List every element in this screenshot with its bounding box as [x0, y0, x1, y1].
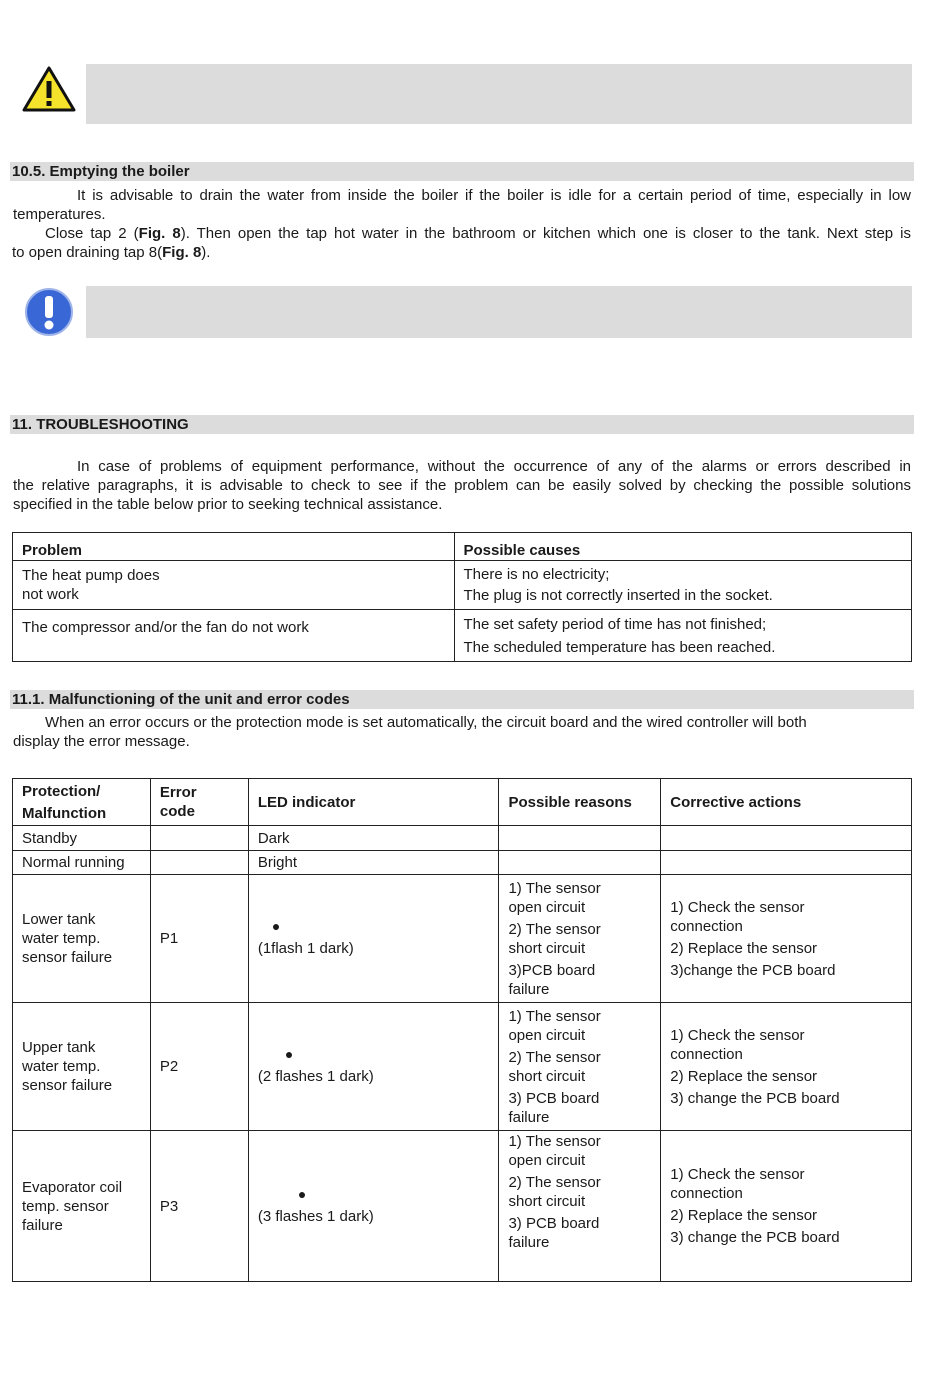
- reasons-cell: [499, 826, 661, 851]
- table-row: [13, 851, 912, 875]
- code-cell: [150, 826, 248, 851]
- table-row: [13, 1131, 912, 1282]
- table-header: Possible causes: [454, 533, 912, 561]
- troubleshooting-intro: [13, 457, 911, 514]
- paragraph-line: When an error occurs or the protection mode is set automatically, the circuit board and the wired controller will both: [45, 714, 807, 731]
- table-header: LED indicator: [248, 779, 499, 826]
- table-header: Corrective actions: [661, 779, 912, 826]
- info-note-box: [86, 286, 912, 338]
- troubleshooting-table: [12, 532, 912, 662]
- actions-cell: 1) Check the sensor connection 2) Replace the sensor 3)change the PCB board: [661, 875, 912, 1003]
- table-header: Possible reasons: [499, 779, 661, 826]
- led-cell: Bright: [248, 851, 499, 875]
- warning-note-box: [86, 64, 912, 124]
- reasons-cell: 1) The sensor open circuit 2) The sensor short circuit 3)PCB board failure: [499, 875, 661, 1003]
- paragraph-line: Close tap 2 (Fig. 8). Then open the tap hot water in the bathroom or kitchen which one is closer to the tank. Next step is: [45, 225, 912, 242]
- section-heading-11: 11. TROUBLESHOOTING: [10, 415, 914, 434]
- error-codes-intro: [13, 713, 911, 751]
- paragraph-line: specified in the table below prior to seeking technical assistance.: [13, 496, 443, 513]
- actions-cell: 1) Check the sensor connection 2) Replace the sensor 3) change the PCB board: [661, 1131, 912, 1282]
- figure-reference: Fig. 8: [162, 244, 202, 261]
- problem-cell: The heat pump does not work: [13, 561, 455, 610]
- led-cell: ● (2 flashes 1 dark): [248, 1003, 499, 1131]
- protection-cell: Upper tank water temp. sensor failure: [13, 1003, 151, 1131]
- paragraph-line: In case of problems of equipment performance, without the occurrence of any of the alarms or errors described in: [77, 458, 911, 475]
- section-heading-10-5: 10.5. Emptying the boiler: [10, 162, 914, 181]
- protection-cell: Normal running: [13, 851, 151, 875]
- paragraph-line: to open draining tap 8(Fig. 8).: [12, 244, 211, 261]
- code-cell: [150, 851, 248, 875]
- led-cell: Dark: [248, 826, 499, 851]
- led-dot-icon: ●: [284, 1046, 294, 1062]
- code-cell: P2: [150, 1003, 248, 1131]
- code-cell: P1: [150, 875, 248, 1003]
- error-codes-table: [12, 778, 912, 1282]
- led-cell: ● (3 flashes 1 dark): [248, 1131, 499, 1282]
- section-10-5-text: [13, 186, 911, 262]
- led-cell: ● (1flash 1 dark): [248, 875, 499, 1003]
- table-header: Error code: [150, 779, 248, 826]
- causes-cell: There is no electricity; The plug is not correctly inserted in the socket.: [454, 561, 912, 610]
- table-row: [13, 1003, 912, 1131]
- protection-cell: Lower tank water temp. sensor failure: [13, 875, 151, 1003]
- actions-cell: [661, 826, 912, 851]
- problem-cell: The compressor and/or the fan do not work: [13, 610, 455, 662]
- causes-cell: The set safety period of time has not finished; The scheduled temperature has been reached.: [454, 610, 912, 662]
- led-dot-icon: ●: [297, 1185, 307, 1202]
- actions-cell: 1) Check the sensor connection 2) Replace the sensor 3) change the PCB board: [661, 1003, 912, 1131]
- paragraph-line: temperatures.: [13, 206, 106, 223]
- warning-icon: [22, 65, 76, 113]
- section-heading-11-1: 11.1. Malfunctioning of the unit and error codes: [10, 690, 914, 709]
- exclamation-icon: [24, 287, 74, 337]
- paragraph-line: the relative paragraphs, it is advisable to check to see if the problem can be easily solved by checking the possible solutions: [13, 477, 911, 494]
- table-row: [13, 826, 912, 851]
- figure-reference: Fig. 8: [138, 225, 181, 242]
- reasons-cell: [499, 851, 661, 875]
- reasons-cell: 1) The sensor open circuit 2) The sensor short circuit 3) PCB board failure: [499, 1131, 661, 1282]
- paragraph-line: display the error message.: [13, 733, 190, 750]
- code-cell: P3: [150, 1131, 248, 1282]
- table-header: Problem: [13, 533, 455, 561]
- paragraph-line: It is advisable to drain the water from inside the boiler if the boiler is idle for a certain period of time, especially in low: [77, 187, 911, 204]
- table-row: [13, 561, 912, 610]
- led-dot-icon: ●: [271, 918, 281, 934]
- table-row: [13, 610, 912, 662]
- reasons-cell: 1) The sensor open circuit 2) The sensor short circuit 3) PCB board failure: [499, 1003, 661, 1131]
- table-row: [13, 875, 912, 1003]
- protection-cell: Standby: [13, 826, 151, 851]
- table-header: Protection/ Malfunction: [13, 779, 151, 826]
- actions-cell: [661, 851, 912, 875]
- protection-cell: Evaporator coil temp. sensor failure: [13, 1131, 151, 1282]
